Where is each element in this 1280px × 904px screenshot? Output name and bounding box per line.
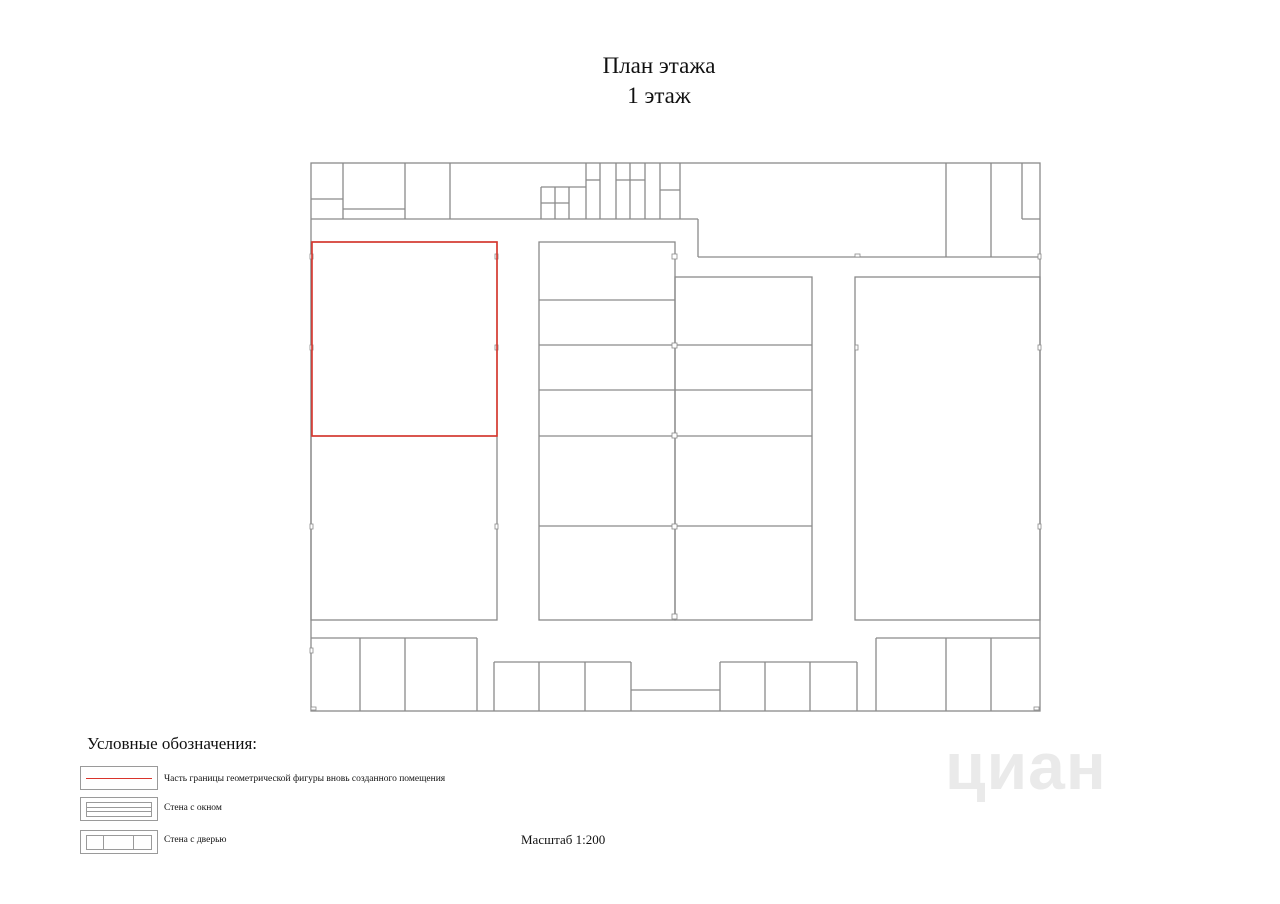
cian-watermark: циан	[945, 729, 1107, 803]
legend-window-wall-swatch	[80, 797, 158, 821]
legend-title: Условные обозначения:	[87, 734, 258, 753]
legend-door-wall-swatch	[80, 830, 158, 854]
scale-label: Масштаб 1:200	[521, 832, 606, 847]
floor-label: 1 этаж	[627, 83, 691, 108]
legend-item-door-wall: Стена с дверью	[164, 835, 227, 845]
legend-red-line-swatch	[80, 766, 158, 790]
plan-title: План этажа	[602, 53, 716, 78]
legend-item-window-wall: Стена с окном	[164, 803, 222, 813]
legend-item-new-boundary: Часть границы геометрической фигуры вновь созданного помещения	[164, 774, 446, 784]
new-room-boundary	[312, 242, 497, 436]
